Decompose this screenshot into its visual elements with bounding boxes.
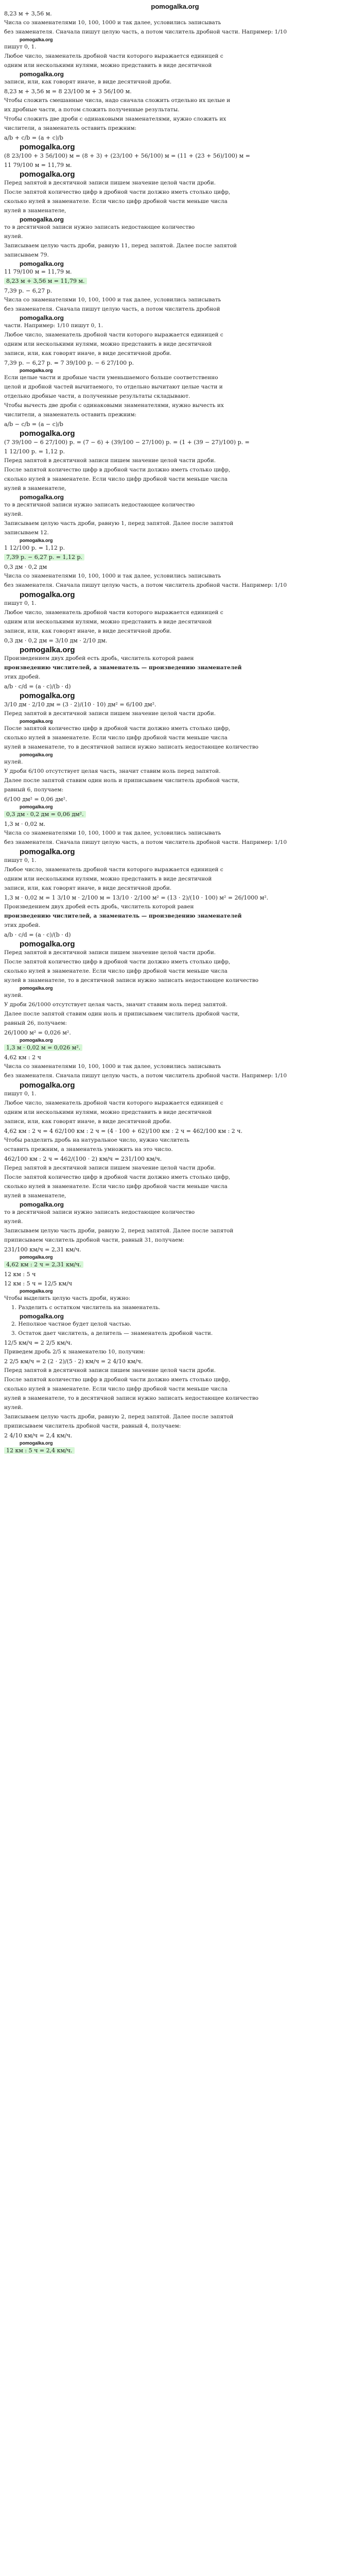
equation-line: 0,3 дм · 0,2 дм = 3/10 дм · 2/10 дм. [4,637,108,644]
text-line: то в десятичной записи нужно записать недостающее количество [4,1209,195,1215]
equation-line: (8 23/100 + 3 56/100) м = (8 + 3) + (23/100 + 56/100) м = (11 + (23 + 56)/100) м = [4,152,250,159]
text-line: У дроби 26/1000 отсутствует целая часть, значит ставим ноль перед запятой. [4,1002,227,1008]
text-line: отдельно дробные части, а полученные результаты складывают. [4,393,190,399]
watermark: pomogalka.org [20,719,53,724]
text-line: нулей. [4,511,23,517]
equation-line: a/b · c/d = (a · c)/(b · d) [4,683,71,690]
text-line: После запятой количество цифр в дробной части должно иметь столько цифр, [4,1174,231,1180]
watermark: pomogalka.org [20,986,53,991]
text-line: одним или несколькими нулями, можно представить в виде десятичной [4,1109,212,1115]
text-line: После запятой количество цифр в дробной части должно иметь столько цифр, [4,1377,231,1383]
equation-line: 4,62 км : 2 ч [4,1054,41,1061]
equation-line: 11 79/100 м = 11,79 м. [4,268,72,275]
text-line: этих дробей. [4,922,41,928]
text-line: записываем 12. [4,530,49,536]
text-line: пишут 0, 1. [4,1091,37,1097]
watermark: pomogalka.org [20,1038,53,1043]
equation-line: 1 12/100 р. = 1,12 р. [4,545,65,551]
watermark: pomogalka.org [20,1313,64,1320]
equation-line: 8,23 м + 3,56 м = 8 23/100 м + 3 56/100 м. [4,88,132,95]
equation-line: a/b · c/d = (a · c)/(b · d) [4,931,71,938]
text-line: Перед запятой в десятичной записи пишем значение целой части дроби. [4,950,216,956]
watermark: pomogalka.org [20,216,64,223]
text-line: После запятой количество цифр в дробной части должно иметь столько цифр, [4,959,231,965]
equation-line: 1,3 м · 0,02 м = 1 3/10 м · 2/100 м = 13/10 · 2/100 м² = (13 · 2)/(10 · 100) м² = 26/1000 м². [4,894,269,901]
text-line: После запятой количество цифр в дробной части должно иметь столько цифр, [4,467,231,473]
answer-line [4,1447,346,1454]
text-line: записи, или, как говорят иначе, в виде десятичной дроби. [4,79,172,85]
text-line: Любое число, знаменатель дробной части которого выражается единицей с [4,867,223,873]
watermark: pomogalka.org [20,848,75,856]
equation-line: 8,23 м + 3,56 м. [4,10,52,17]
text-line: сколько нулей в знаменателе. Если число цифр дробной части меньше числа [4,968,227,974]
text-line: Далее после запятой ставим один ноль и приписываем числитель дробной части, [4,1011,240,1017]
text-line: равный 6, получаем: [4,787,64,793]
equation-line: 12 км : 5 ч [4,1271,36,1278]
text-line: У дроби 6/100 отсутствует целая часть, значит ставим ноль перед запятой. [4,768,221,774]
text-line: После запятой количество цифр в дробной части должно иметь столько цифр, [4,189,231,195]
equation-line: 462/100 км : 2 ч = 462/(100 · 2) км/ч = 231/100 км/ч. [4,1156,162,1162]
text-line: без знаменателя. Сначала пишут целую часть, а потом числитель дробной части. Например: 1/10 [4,582,287,588]
watermark: pomogalka.org [20,590,75,599]
text-line: Перед запятой в десятичной записи пишем значение целой части дроби. [4,1367,216,1374]
text-line: Перед запятой в десятичной записи пишем значение целой части дроби. [4,1165,216,1171]
answer-highlight: 12 км : 5 ч = 2,4 км/ч. [4,1447,75,1454]
text-line: нулей. [4,233,23,240]
solution-content [4,10,346,1454]
text-line: записи, или, как говорят иначе, в виде десятичной дроби. [4,885,172,891]
text-line: записываем 79. [4,252,49,258]
list-item: 2. Неполное частное будет целой частью. [11,1321,132,1327]
text-line: Перед запятой в десятичной записи пишем значение целой части дроби. [4,180,216,186]
equation-line: 231/100 км/ч = 2,31 км/ч. [4,1246,81,1253]
equation-line: 11 79/100 м = 11,79 м. [4,162,72,168]
equation-line: 7,39 р. − 6,27 р. [4,287,52,294]
text-line: числители, а знаменатель оставить прежним: [4,412,137,418]
text-line: нулей в знаменателе, то в десятичной записи нужно записать недостающее количество [4,1395,259,1401]
text-line: Записываем целую часть дроби, равную 11, перед запятой. Далее после запятой [4,243,237,249]
text-line: одним или несколькими нулями, можно представить в виде десятичной [4,62,212,69]
equation-line: 2 2/5 км/ч = 2 (2 · 2)/(5 · 2) км/ч = 2 4/10 км/ч. [4,1358,143,1365]
watermark: pomogalka.org [20,37,53,42]
equation-line: 0,3 дм · 0,2 дм [4,564,47,570]
text-line: без знаменателя. Сначала пишут целую часть, а потом числитель дробной [4,306,220,312]
list-item: 1. Разделить с остатком числитель на знаменатель. [11,1304,161,1311]
watermark: pomogalka.org [20,1289,53,1294]
equation-line: 6/100 дм² = 0,06 дм². [4,796,67,803]
text-line: одним или несколькими нулями, можно представить в виде десятичной [4,876,212,882]
text-line: приписываем числитель дробной части, равный 4, получаем: [4,1423,181,1429]
text-line: Чтобы вычесть две дроби с одинаковыми знаменателями, нужно вычесть их [4,402,224,409]
text-line: одним или несколькими нулями, можно представить в виде десятичной [4,619,212,625]
text-line: После запятой количество цифр в дробной части должно иметь столько цифр, [4,725,231,732]
watermark: pomogalka.org [20,804,53,809]
text-line: нулей в знаменателе, [4,208,66,214]
equation-line: 2 4/10 км/ч = 2,4 км/ч. [4,1432,73,1439]
equation-line: 1,3 м · 0,02 м. [4,821,46,827]
text-line: сколько нулей в знаменателе. Если число цифр дробной части меньше числа [4,1183,227,1190]
text-line: приписываем числитель дробной части, равный 31, получаем: [4,1237,185,1243]
equation-line: 12/5 км/ч = 2 2/5 км/ч. [4,1340,73,1346]
answer-line [4,278,346,285]
watermark: pomogalka.org [20,940,75,948]
watermark: pomogalka.org [20,1201,64,1208]
text-line: сколько нулей в знаменателе. Если число цифр дробной части меньше числа [4,1386,227,1392]
text-line: целой и дробной частей вычитаемого, то отдельно вычитают целые части и [4,384,223,390]
text-line: их дробные части, а потом сложить полученные результаты. [4,107,180,113]
watermark: pomogalka.org [20,538,53,543]
text-line: пишут 0, 1. [4,44,37,50]
equation-line: 3/10 дм · 2/10 дм = (3 · 2)/(10 · 10) дм² = 6/100 дм². [4,701,156,708]
watermark: pomogalka.org [20,429,75,438]
equation-line: 4,62 км : 2 ч = 4 62/100 км : 2 ч = (4 · 100 + 62)/100 км : 2 ч = 462/100 км : 2 ч. [4,1128,243,1134]
top-watermark: pomogalka.org [151,3,199,10]
answer-line [4,554,346,561]
text-line: Произведением двух дробей есть дробь, числитель которой равен [4,655,194,662]
text-line: нулей. [4,1404,23,1411]
text-line: без знаменателя. Сначала пишут целую часть, а потом числитель дробной части. Например: 1/10 [4,839,287,845]
text-line: Перед запятой в десятичной записи пишем значение целой части дроби. [4,457,216,464]
watermark: pomogalka.org [20,260,64,267]
text-line: то в десятичной записи нужно записать недостающее количество [4,502,195,508]
text-line: Чтобы сложить две дроби с одинаковыми знаменателями, нужно сложить их [4,116,226,122]
text-line: Записываем целую часть дроби, равную 1, перед запятой. Далее после запятой [4,520,234,527]
text-line: Приведем дробь 2/5 к знаменателю 10, получим: [4,1349,145,1355]
text-line: Если целые части и дробные части уменьшаемого больше соответственно [4,375,218,381]
text-line: записи, или, как говорят иначе, в виде десятичной дроби. [4,350,172,357]
rule-text: произведению числителей, а знаменатель — произведению знаменателей [4,913,242,919]
text-line: Числа со знаменателями 10, 100, 1000 и так далее, условились записывать [4,573,221,579]
text-line: нулей в знаменателе, [4,1193,66,1199]
text-line: Числа со знаменателями 10, 100, 1000 и так далее, условились записывать [4,297,221,303]
watermark: pomogalka.org [20,494,64,501]
text-line: Числа со знаменателями 10, 100, 1000 и так далее, условились записывать [4,1063,221,1070]
text-line: записи, или, как говорят иначе, в виде десятичной дроби. [4,1118,172,1125]
text-line: нулей в знаменателе, то в десятичной записи нужно записать недостающее количество [4,744,259,750]
answer-highlight: 0,3 дм · 0,2 дм = 0,06 дм². [4,811,86,818]
text-line: Далее после запятой ставим один ноль и приписываем числитель дробной части, [4,777,240,784]
watermark: pomogalka.org [20,1440,53,1446]
answer-line [4,811,346,818]
text-line: Чтобы разделить дробь на натуральное число, нужно числитель [4,1137,190,1143]
text-line: Числа со знаменателями 10, 100, 1000 и так далее, условились записывать [4,830,221,836]
text-line: записи, или, как говорят иначе, в виде десятичной дроби. [4,628,172,634]
answer-line [4,1261,346,1268]
answer-highlight: 4,62 км : 2 ч = 2,31 км/ч. [4,1261,83,1268]
equation-line: 1 12/100 р. = 1,12 р. [4,448,65,455]
equation-line: a/b + c/b = (a + c)/b [4,134,63,141]
text-line: нулей в знаменателе, [4,485,66,492]
watermark: pomogalka.org [20,1081,75,1090]
text-line: Записываем целую часть дроби, равную 2, перед запятой. Далее после запятой [4,1414,234,1420]
text-line: Числа со знаменателями 10, 100, 1000 и так далее, условились записывать [4,20,221,26]
text-line: этих дробей. [4,674,41,680]
list-item: 3. Остаток дает числитель, а делитель — знаменатель дробной части. [11,1330,213,1336]
text-line: нулей. [4,759,23,765]
text-line: Записываем целую часть дроби, равную 2, перед запятой. Далее после запятой [4,1228,234,1234]
text-line: Перед запятой в десятичной записи пишем значение целой части дроби. [4,710,216,717]
answer-highlight: 8,23 м + 3,56 м = 11,79 м. [4,278,87,284]
text-line: Любое число, знаменатель дробной части которого выражается единицей с [4,53,223,59]
watermark: pomogalka.org [20,691,75,700]
watermark: pomogalka.org [20,71,64,78]
text-line: пишут 0, 1. [4,600,37,606]
text-line: то в десятичной записи нужно записать недостающее количество [4,224,195,230]
equation-line: 7,39 р. − 6,27 р. = 7 39/100 р. − 6 27/100 р. [4,360,134,366]
text-line: без знаменателя. Сначала пишут целую часть, а потом числитель дробной части. Например: 1/10 [4,1073,287,1079]
text-line: равный 26, получаем: [4,1020,67,1026]
watermark: pomogalka.org [20,143,75,151]
text-line: сколько нулей в знаменателе. Если число цифр дробной части меньше числа [4,476,227,482]
equation-line: (7 39/100 − 6 27/100) р. = (7 − 6) + (39/100 − 27/100) р. = (1 + (39 − 27)/100) р. = [4,439,250,446]
answer-line [4,1044,346,1052]
watermark: pomogalka.org [20,368,53,373]
text-line: оставить прежним, а знаменатель умножить на это число. [4,1146,173,1153]
text-line: части. Например: 1/10 пишут 0, 1. [4,323,103,329]
equation-line: a/b − c/b = (a − c)/b [4,421,63,428]
watermark: pomogalka.org [20,170,75,179]
text-line: Любое число, знаменатель дробной части которого выражается единицей с [4,332,223,338]
text-line: Любое число, знаменатель дробной части которого выражается единицей с [4,1100,223,1106]
text-line: Чтобы сложить смешанные числа, надо сначала сложить отдельно их целые и [4,97,231,104]
watermark: pomogalka.org [20,752,53,757]
watermark: pomogalka.org [20,1255,53,1260]
text-line: Произведением двух дробей есть дробь, числитель которой равен [4,904,194,910]
watermark: pomogalka.org [20,646,75,654]
equation-line: 12 км : 5 ч = 12/5 км/ч [4,1280,73,1287]
text-line: Любое число, знаменатель дробной части которого выражается единицей с [4,609,223,616]
text-line: нулей в знаменателе, то в десятичной записи нужно записать недостающее количество [4,977,259,984]
text-line: сколько нулей в знаменателе. Если число цифр дробной части меньше числа [4,198,227,205]
answer-highlight: 7,39 р. − 6,27 р. = 1,12 р. [4,554,84,561]
text-line: пишут 0, 1. [4,857,37,863]
text-line: нулей. [4,992,23,998]
text-line: без знаменателя. Сначала пишут целую часть, а потом числитель дробной части. Например: 1/10 [4,29,287,35]
text-line: числители, а знаменатель оставить прежним: [4,125,137,131]
text-line: Чтобы выделить целую часть дроби, нужно: [4,1295,131,1301]
watermark: pomogalka.org [20,314,64,321]
rule-text: произведению числителей, а знаменатель — произведению знаменателей [4,665,242,671]
text-line: одним или несколькими нулями, можно представить в виде десятичной [4,341,212,347]
equation-line: 26/1000 м² = 0,026 м². [4,1029,71,1036]
text-line: нулей. [4,1218,23,1225]
answer-highlight: 1,3 м · 0,02 м = 0,026 м². [4,1044,82,1051]
text-line: сколько нулей в знаменателе. Если число цифр дробной части меньше числа [4,735,227,741]
